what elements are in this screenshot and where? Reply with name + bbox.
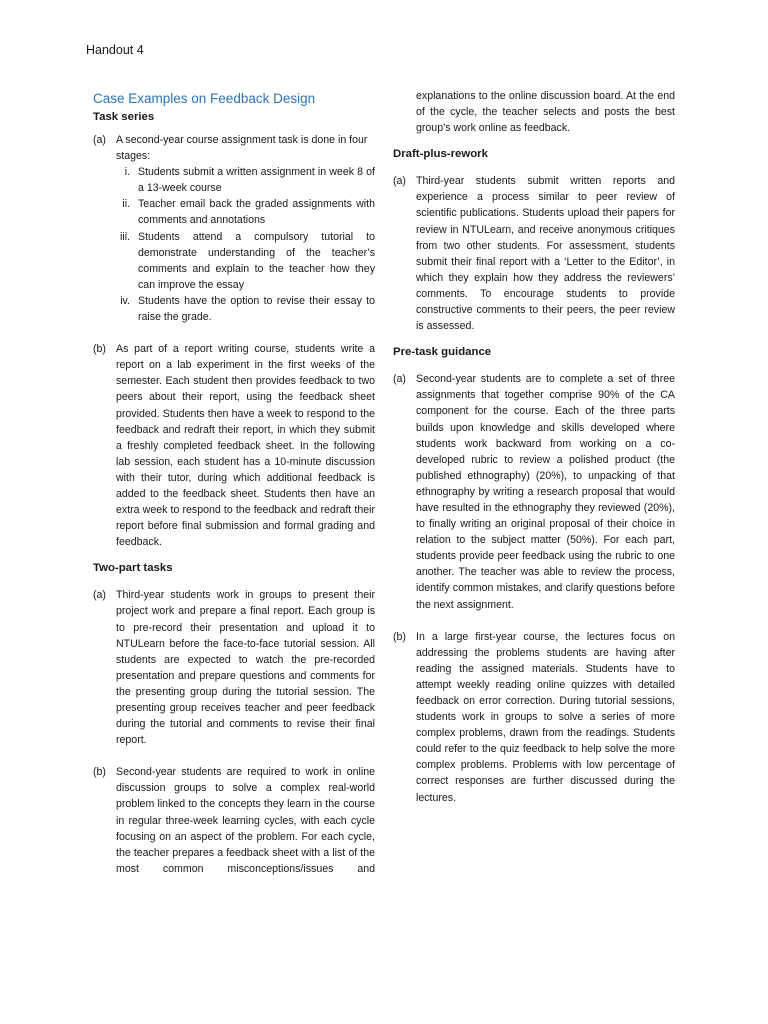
stage-item (116, 164, 375, 196)
item-body: Second-year students are required to work in online discussion groups to solve a complex real-world problem linked to the concepts they learn in the course in regular three-week learning cycles, with each cycle focusing on an aspect of the problem. For each cycle, the teacher prepares a feedback sheet with a list of the most common misconceptions/issues and (116, 766, 375, 875)
item-label: (b) (393, 630, 406, 643)
continued-text: explanations to the online discussion board. At the end of the cycle, the teacher selects and posts the best group’s work online as feedback. (416, 90, 675, 135)
left-column (93, 90, 375, 877)
item-label: (a) (93, 589, 106, 602)
section-heading-pre-task-guidance: Pre-task guidance (393, 346, 492, 359)
stage-text: Teacher email back the graded assignments with comments and annotations (138, 198, 375, 227)
stage-item (116, 293, 375, 325)
document-title: Case Examples on Feedback Design (93, 91, 316, 106)
stage-item (116, 229, 375, 293)
stage-text: Students have the option to revise their essay to raise the grade. (138, 294, 375, 324)
section-heading-two-part-tasks: Two-part tasks (93, 562, 173, 575)
item-body: As part of a report writing course, students write a report on a lab experiment in the first weeks of the semester. Each student then provides feedback to two peers about their report, using the feedback sheet provided. Students then have a week to respond to the feedback and redraft their report, in which they submit a freshly completed feedback sheet. In the following lab session, each student has a 10-minute discussion with their tutor, during which additional feedback is added to the feedback sheet. Students then have an extra week to respond to the feedback and redraft their report before final submission and formal grading and feedback. (116, 343, 375, 549)
right-column (393, 88, 675, 822)
stage-number: iv. (120, 294, 130, 307)
section-heading-task-series: Task series (93, 111, 155, 123)
list-item (393, 173, 675, 334)
stage-list (116, 164, 375, 325)
item-label: (a) (393, 373, 406, 386)
stage-text: Students attend a compulsory tutorial to demonstrate understanding of the teacher’s comments and explain to the teacher how they can improve the essay (138, 230, 375, 291)
item-label: (b) (93, 343, 106, 356)
list-item (93, 764, 375, 877)
list-item (393, 371, 675, 612)
item-intro: A second-year course assignment task is done in four stages: (116, 134, 368, 163)
item-label: (a) (393, 175, 406, 188)
list-item (393, 629, 675, 806)
list-item (93, 132, 375, 325)
item-label: (b) (93, 766, 106, 779)
item-body: Third-year students work in groups to present their project work and prepare a final report. Each group is to pre-record their presentation and upload it to NTULearn before the face-to-face tutorial session. All students are expected to watch the pre-recorded presentation and prepare questions and comments for the presenting group during the tutorial session. The presenting group receives teacher and peer feedback during the tutorial and comments to revise their final report. (116, 589, 375, 747)
item-body: In a large first-year course, the lectures focus on addressing the problems students are having after reading the assigned materials. Students have to attempt weekly reading online quizzes with detailed feedback on error correction. During tutorial sessions, students work in groups to solve a series of more complex problems, drawn from the readings. Students could refer to the quiz feedback to help solve the more complex problems. Problems with low percentage of correct responses are further discussed during the lectures. (416, 630, 675, 804)
item-body: Third-year students submit written reports and experience a process similar to peer review of scientific publications. Students upload their papers for review in NTULearn, and receive anonymous critiques from two other students. For assessment, students submit their final report with a ‘Letter to the Editor’, in which they explain how they address the reviewers’ comments. To encourage students to provide constructive comments to their peers, the peer review is assessed. (416, 175, 675, 333)
handout-label: Handout 4 (86, 43, 144, 57)
list-item (93, 587, 375, 748)
stage-number: i. (124, 166, 130, 179)
stage-number: iii. (119, 230, 130, 243)
stage-text: Students submit a written assignment in week 8 of a 13-week course (138, 166, 375, 195)
item-label: (a) (93, 134, 106, 146)
list-item (93, 341, 375, 550)
item-body (116, 132, 375, 325)
stage-item (116, 196, 375, 228)
item-body: Second-year students are to complete a set of three assignments that together comprise 90% of the CA component for the course. Each of the three parts builds upon knowledge and skills developed where students work backward from working on a co-developed rubric to review a polished product (the published ethnography) (20%), to unpacking of that ethnography by writing a research proposal that would have resulted in the ethnography they reviewed (20%), to finally writing an original proposal of their choice in relation to the subject matter (50%). For each part, students provide peer feedback using the rubric to one another. The teacher was able to review the process, identify common mistakes, and clarify questions before the next assignment. (416, 373, 675, 611)
section-heading-draft-plus-rework: Draft-plus-rework (393, 148, 488, 161)
stage-number: ii. (122, 198, 130, 211)
